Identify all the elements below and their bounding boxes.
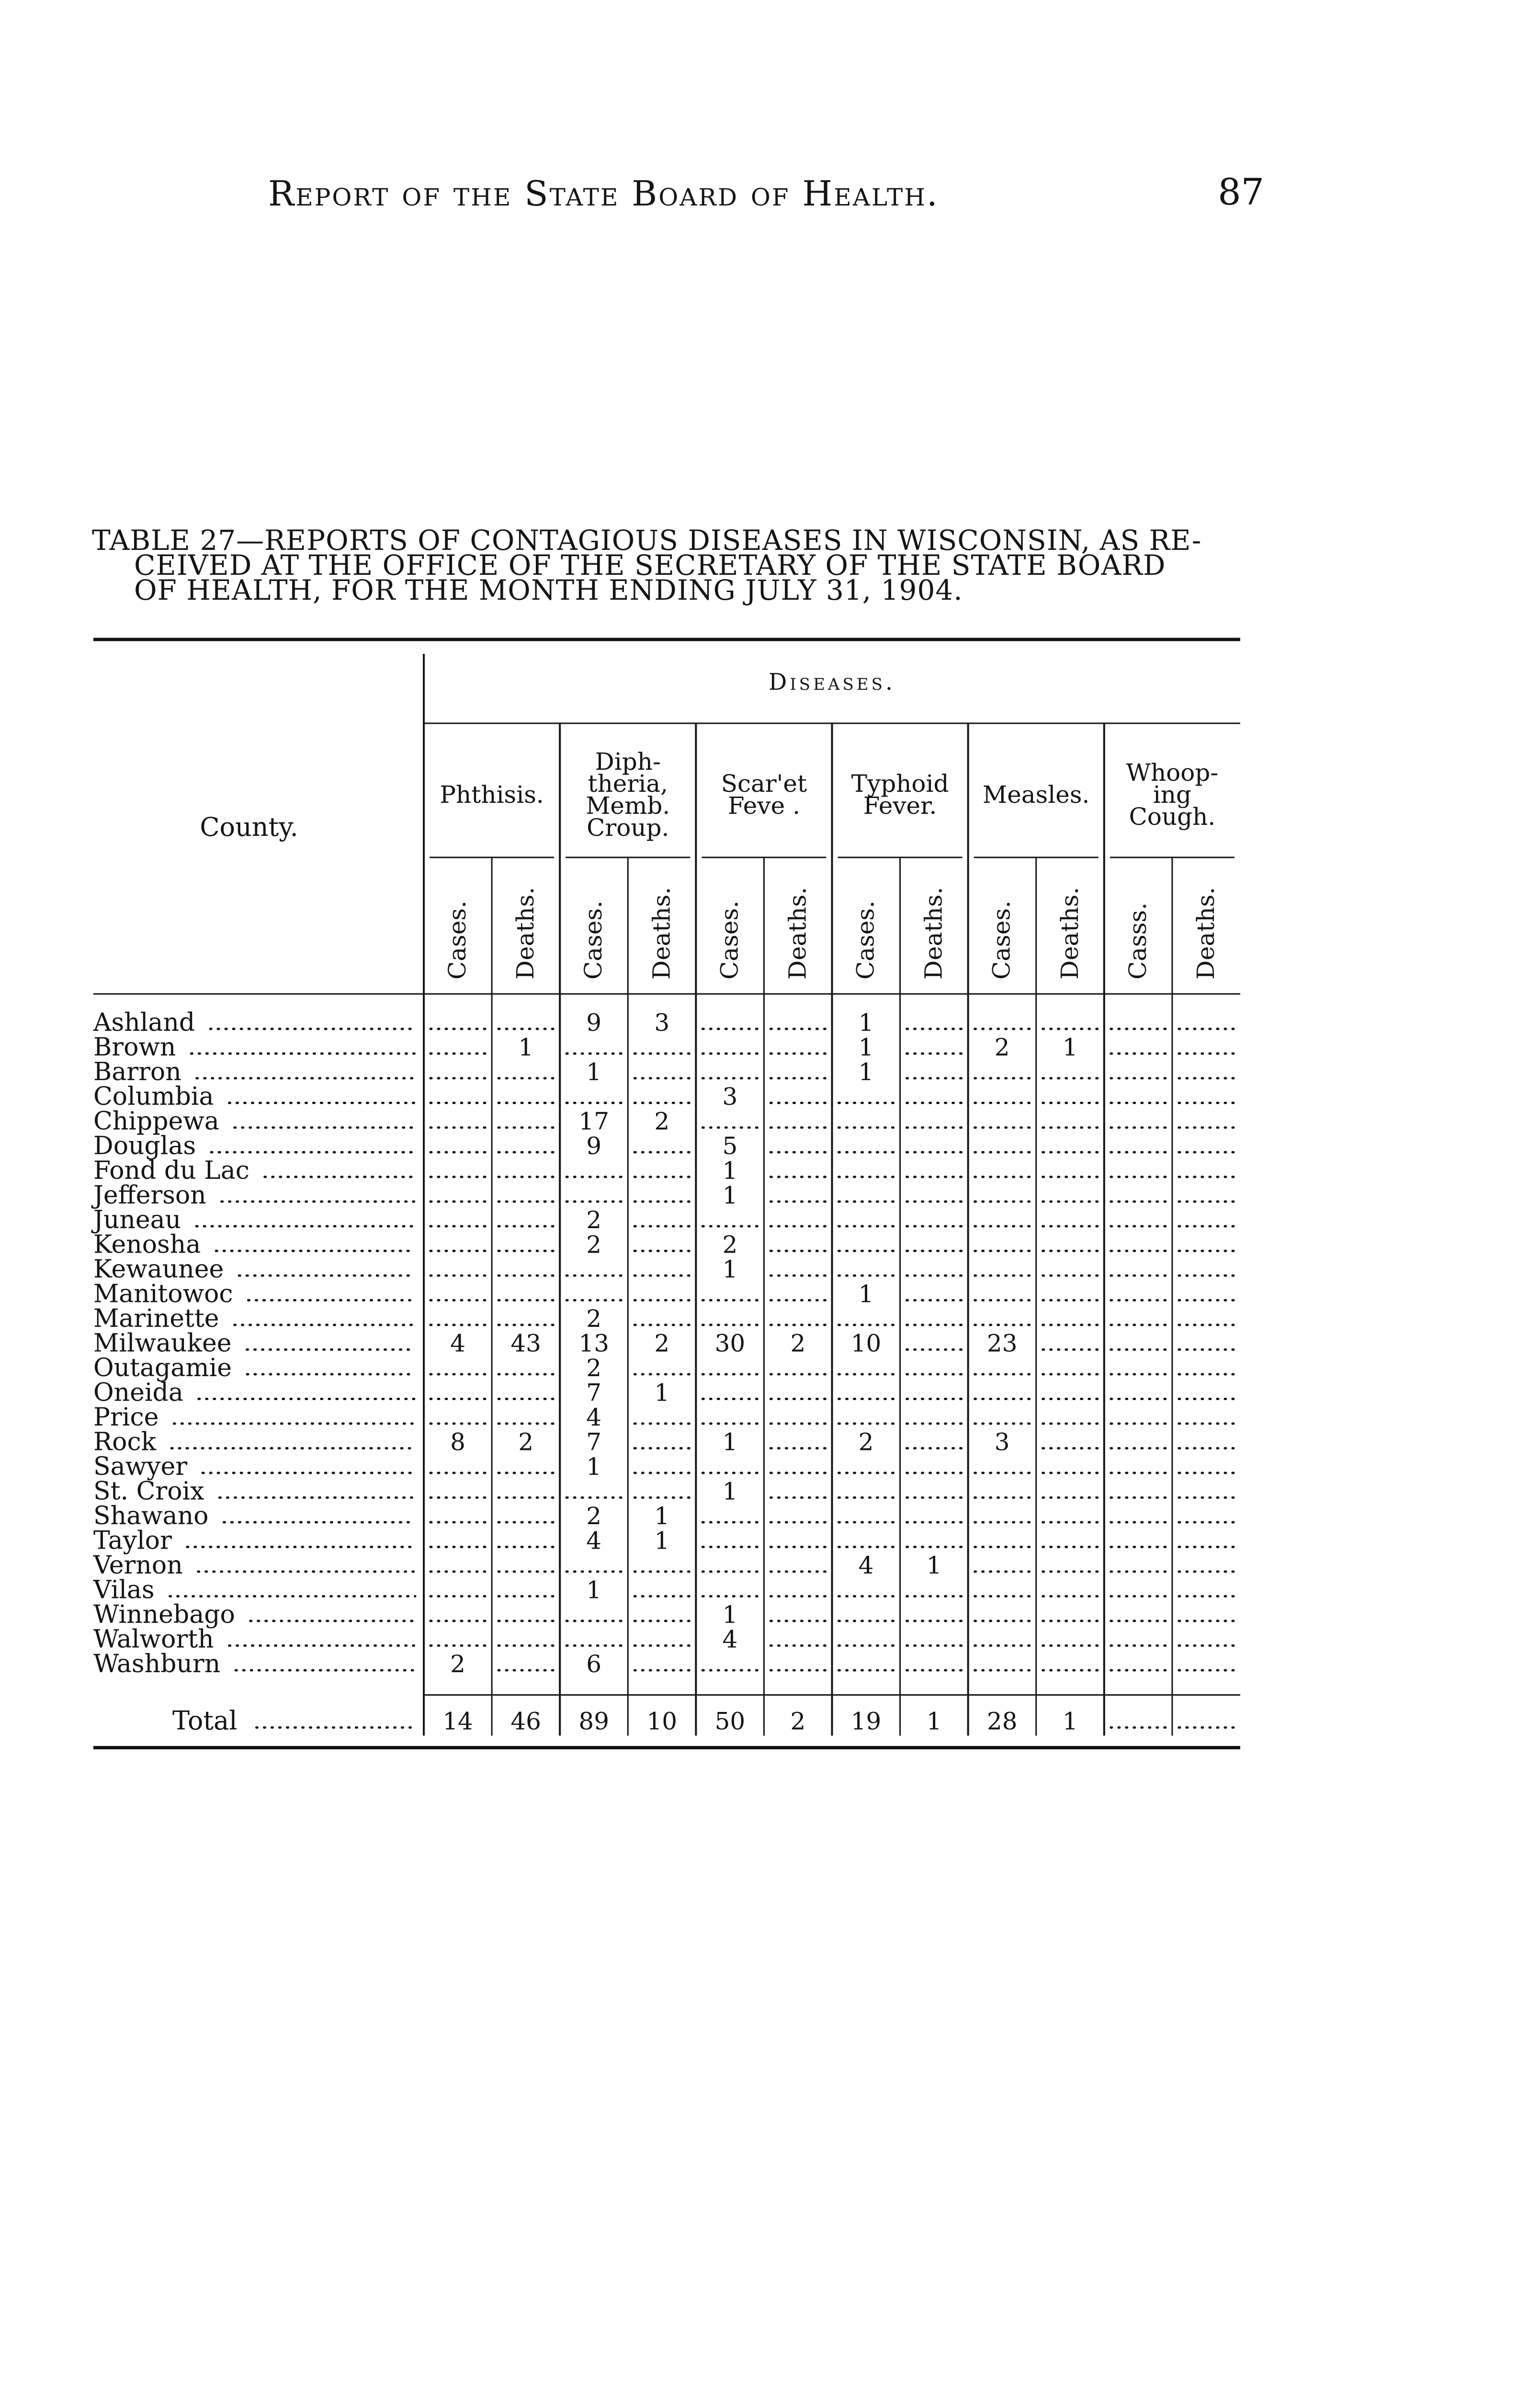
data-value: 3: [994, 1428, 1010, 1456]
data-value: 1: [654, 1502, 670, 1530]
data-value: 7: [586, 1379, 602, 1407]
data-value: 1: [722, 1601, 738, 1629]
county-name: Vernon: [93, 1551, 183, 1580]
data-value: 2: [790, 1329, 806, 1357]
county-name: Walworth: [93, 1625, 214, 1654]
county-name: Kewaunee: [93, 1255, 224, 1284]
subheader-label: Casss.: [1123, 902, 1152, 980]
disease-name: Scar'et: [721, 770, 807, 798]
subheader-label: Deaths.: [1191, 887, 1220, 980]
data-value: 9: [586, 1009, 602, 1037]
data-value: 2: [586, 1206, 602, 1234]
total-value: 28: [986, 1707, 1018, 1735]
data-value: 2: [994, 1033, 1010, 1061]
data-value: 13: [578, 1329, 610, 1357]
disease-name: Memb.: [586, 792, 670, 820]
county-name: Taylor: [93, 1526, 172, 1555]
county-name: Manitowoc: [93, 1279, 233, 1309]
data-value: 4: [586, 1403, 602, 1431]
county-name: Ashland: [93, 1008, 195, 1037]
data-value: 23: [986, 1329, 1018, 1357]
county-name: Juneau: [93, 1206, 181, 1234]
county-name: Washburn: [93, 1650, 221, 1678]
data-value: 5: [722, 1132, 738, 1160]
data-value: 2: [450, 1650, 465, 1678]
data-value: 10: [850, 1329, 882, 1357]
disease-name: Croup.: [587, 814, 669, 842]
data-value: 1: [1062, 1033, 1078, 1061]
data-value: 30: [714, 1329, 746, 1357]
county-name: Kenosha: [93, 1230, 201, 1259]
county-name: Outagamie: [93, 1354, 232, 1382]
county-name: Marinette: [93, 1304, 219, 1333]
disease-name: Whoop-: [1126, 759, 1219, 787]
data-value: 1: [722, 1157, 738, 1185]
data-value: 2: [586, 1305, 602, 1333]
caption-line-3: OF HEALTH, FOR THE MONTH ENDING JULY 31, 1904.: [134, 574, 963, 606]
data-value: 1: [858, 1033, 874, 1061]
county-name: Fond du Lac: [93, 1156, 249, 1185]
total-value: 1: [926, 1707, 942, 1735]
data-value: 3: [722, 1083, 738, 1111]
data-value: 4: [586, 1527, 602, 1555]
data-value: 1: [926, 1551, 942, 1579]
county-name: Barron: [93, 1058, 181, 1086]
data-value: 1: [586, 1576, 602, 1604]
page-number: 87: [1218, 171, 1264, 213]
disease-name: theria,: [588, 770, 668, 798]
total-value: 2: [790, 1707, 806, 1735]
total-value: 46: [510, 1707, 541, 1735]
disease-name: Typhoid: [851, 770, 949, 798]
total-value: 89: [578, 1707, 610, 1735]
disease-name: Cough.: [1129, 803, 1216, 831]
data-value: 1: [654, 1527, 670, 1555]
total-value: 10: [646, 1707, 678, 1735]
disease-name: ing: [1153, 781, 1192, 809]
data-value: 2: [654, 1329, 670, 1357]
data-value: 1: [722, 1477, 738, 1505]
data-value: 4: [722, 1625, 738, 1654]
subheader-label: Cases.: [851, 901, 880, 980]
data-value: 1: [586, 1453, 602, 1481]
diseases-group-header: Diseases.: [768, 669, 896, 696]
data-value: 2: [586, 1502, 602, 1530]
data-value: 1: [654, 1379, 670, 1407]
county-name: Chippewa: [93, 1107, 219, 1136]
county-name: Sawyer: [93, 1452, 188, 1481]
data-value: 2: [722, 1231, 738, 1259]
county-header: County.: [200, 812, 298, 842]
data-value: 1: [586, 1058, 602, 1086]
county-name: Winnebago: [93, 1600, 235, 1629]
data-value: 9: [586, 1132, 602, 1160]
county-name: Jefferson: [93, 1181, 206, 1210]
data-value: 2: [858, 1428, 874, 1456]
data-value: 2: [586, 1354, 602, 1382]
disease-name: Diph-: [595, 748, 661, 776]
running-head-title: Report of the State Board of Health.: [268, 173, 939, 214]
subheader-label: Deaths.: [1055, 887, 1084, 980]
data-value: 7: [586, 1428, 602, 1456]
total-value: 50: [714, 1707, 746, 1735]
data-value: 2: [518, 1428, 534, 1456]
data-value: 8: [450, 1428, 465, 1456]
subheader-label: Deaths.: [783, 887, 812, 980]
county-name: Vilas: [93, 1575, 155, 1605]
data-value: 1: [518, 1033, 534, 1061]
data-value: 1: [858, 1280, 874, 1308]
county-name: St. Croix: [93, 1477, 204, 1506]
disease-name: Fever.: [863, 792, 937, 820]
total-value: 1: [1062, 1707, 1078, 1735]
county-name: Douglas: [93, 1131, 196, 1161]
total-value: 19: [850, 1707, 882, 1735]
total-value: 14: [442, 1707, 473, 1735]
disease-name: Feve .: [727, 792, 801, 820]
data-value: 1: [722, 1181, 738, 1209]
county-name: Price: [93, 1403, 159, 1432]
county-name: Rock: [93, 1427, 157, 1457]
county-name: Milwaukee: [93, 1329, 232, 1358]
disease-name: Phthisis.: [440, 781, 544, 809]
county-name: Brown: [93, 1033, 176, 1062]
subheader-label: Cases.: [443, 901, 472, 980]
data-value: 3: [654, 1009, 670, 1037]
data-value: 43: [510, 1329, 541, 1357]
data-value: 17: [578, 1107, 610, 1135]
county-name: Columbia: [93, 1082, 214, 1111]
subheader-label: Cases.: [987, 901, 1016, 980]
data-value: 1: [858, 1009, 874, 1037]
county-name: Oneida: [93, 1378, 183, 1407]
subheader-label: Deaths.: [919, 887, 948, 980]
disease-name: Measles.: [983, 781, 1090, 809]
subheader-label: Deaths.: [647, 887, 676, 980]
data-value: 6: [586, 1650, 602, 1678]
caption-line-1: TABLE 27—REPORTS OF CONTAGIOUS DISEASES IN WISCONSIN, AS RE-: [92, 524, 1202, 557]
data-value: 2: [586, 1231, 602, 1259]
total-label: Total: [172, 1705, 238, 1736]
data-value: 2: [654, 1107, 670, 1135]
data-value: 1: [722, 1255, 738, 1283]
data-value: 1: [722, 1428, 738, 1456]
subheader-label: Cases.: [715, 901, 744, 980]
subheader-label: Cases.: [579, 901, 608, 980]
data-value: 4: [858, 1551, 874, 1579]
data-value: 4: [450, 1329, 465, 1357]
data-value: 1: [858, 1058, 874, 1086]
subheader-label: Deaths.: [511, 887, 540, 980]
county-name: Shawano: [93, 1502, 209, 1530]
caption-line-2: CEIVED AT THE OFFICE OF THE SECRETARY OF THE STATE BOARD: [134, 549, 1166, 582]
